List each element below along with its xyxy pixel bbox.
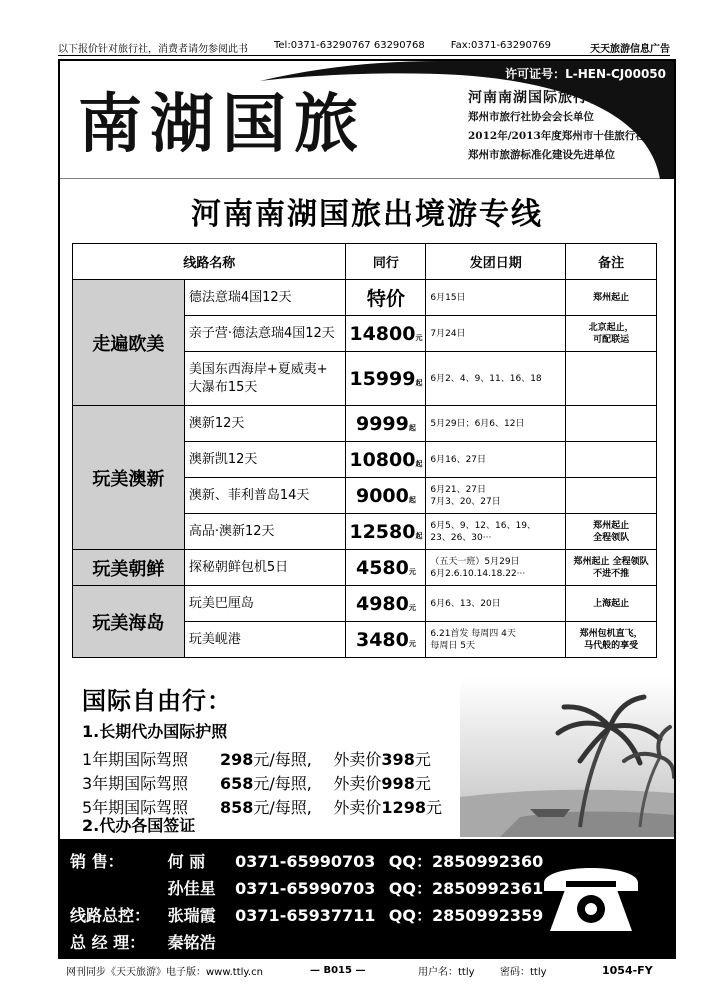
region-label: 玩美海岛 — [73, 586, 185, 658]
visa-service: 2.代办各国签证 — [82, 816, 196, 835]
credential-line: 郑州市旅行社协会会长单位 — [468, 111, 594, 123]
route-note: 北京起止， 可配联运 — [566, 316, 657, 352]
departure-dates: 5月29日；6月6、12日 — [426, 406, 566, 442]
retail-label: 外卖价 — [333, 798, 382, 817]
retail-unit: 元 — [425, 798, 442, 817]
departure-dates: 6月6、13、20日 — [426, 586, 566, 622]
route-note — [566, 406, 657, 442]
route-name: 玩美巴厘岛 — [184, 586, 346, 622]
contact-row — [70, 930, 230, 953]
contact-name: 孙佳星 — [167, 879, 216, 898]
price-unit: 起 — [415, 459, 423, 468]
price-cell — [346, 442, 426, 478]
table-row — [73, 406, 657, 442]
price-value: 14800 — [349, 322, 416, 345]
beach-palm-image — [460, 677, 674, 837]
contact-phone: 0371-65990703 — [235, 879, 376, 898]
retail-price: 398 — [381, 750, 415, 769]
company-logo: 南湖国旅 — [78, 87, 366, 162]
telephone-icon — [536, 853, 646, 939]
region-label: 玩美朝鲜 — [73, 550, 185, 586]
route-name: 澳新12天 — [184, 406, 346, 442]
price-cell — [346, 316, 426, 352]
advert-frame — [58, 59, 676, 959]
price-unit: 元 — [408, 639, 416, 648]
fax-number: Fax:0371-63290769 — [450, 40, 551, 51]
price-unit: 元 — [408, 603, 416, 612]
contact-name: 张瑞霞 — [167, 906, 216, 925]
table-header-row — [73, 244, 657, 280]
contact-role: 销 售： — [70, 852, 124, 871]
price-unit: 元 — [408, 567, 416, 576]
password: 密码：ttly — [500, 967, 547, 978]
retail-price: 1298 — [381, 798, 426, 817]
route-note: 上海起止 — [566, 586, 657, 622]
retail-label: 外卖价 — [333, 750, 382, 769]
contact-phone: 0371-65937711 — [235, 906, 376, 925]
tel-number: Tel:0371-63290767 63290768 — [274, 40, 425, 51]
route-note — [566, 442, 657, 478]
route-note: 郑州起止 全程领队 不进不推 — [566, 550, 657, 586]
contact-qq: QQ：2850992359 — [388, 906, 544, 925]
license-unit: 元/每照, — [253, 750, 312, 769]
price-value: 9999 — [355, 412, 409, 435]
retail-label: 外卖价 — [333, 774, 382, 793]
contact-phone: 0371-65990703 — [235, 852, 376, 871]
route-note — [566, 352, 657, 406]
license-unit: 元/每照, — [253, 774, 312, 793]
credential-line: 2012年/2013年度郑州市十佳旅行社 — [468, 130, 646, 142]
contact-role: 总 经 理： — [70, 933, 146, 952]
footer — [66, 963, 676, 978]
column-header: 发团日期 — [426, 244, 566, 280]
contact-row — [70, 849, 543, 872]
price-cell — [346, 514, 426, 550]
departure-dates: （五天一班）5月29日 6月2.6.10.14.18.22··· — [426, 550, 566, 586]
price-value: 3480 — [355, 628, 409, 651]
price-value: 15999 — [349, 367, 416, 390]
retail-price: 998 — [381, 774, 415, 793]
retail-unit: 元 — [414, 750, 431, 769]
price-value: 10800 — [349, 448, 416, 471]
publication-brand: 天天旅游信息广告 — [590, 44, 670, 55]
departure-dates: 6月15日 — [426, 280, 566, 316]
price-cell — [346, 586, 426, 622]
routes-body — [73, 280, 657, 658]
price-value: 9000 — [355, 484, 409, 507]
price-cell — [346, 280, 426, 316]
route-name: 亲子营·德法意瑞4国12天 — [184, 316, 346, 352]
price-cell — [346, 550, 426, 586]
price-cell — [346, 406, 426, 442]
license-price: 298 — [220, 750, 254, 769]
contact-row — [70, 876, 543, 899]
route-name: 美国东西海岸+夏威夷+ 大瀑布15天 — [184, 352, 346, 406]
page-title: 河南南湖国旅出境游专线 — [191, 197, 543, 232]
route-note: 郑州起止 — [566, 280, 657, 316]
route-note — [566, 478, 657, 514]
license-unit: 元/每照, — [253, 798, 312, 817]
header — [60, 61, 674, 179]
column-header: 同行 — [346, 244, 426, 280]
route-name: 探秘朝鲜包机5日 — [184, 550, 346, 586]
license-label: 5年期国际驾照 — [82, 798, 189, 817]
license-label: 1年期国际驾照 — [82, 750, 189, 769]
price-unit: 起 — [415, 531, 423, 540]
price-cell — [346, 622, 426, 658]
license-price-line — [82, 771, 431, 794]
price-value: 12580 — [349, 520, 416, 543]
price-cell — [346, 478, 426, 514]
contact-row — [70, 903, 543, 926]
departure-dates: 6.21首发 每周四 4天 每周日 5天 — [426, 622, 566, 658]
route-name: 玩美岘港 — [184, 622, 346, 658]
column-header: 备注 — [566, 244, 657, 280]
web-sync-note: 网刊同步《天天旅游》电子版：www.ttly.cn — [66, 967, 263, 978]
contact-qq: QQ：2850992361 — [388, 879, 544, 898]
price-cell — [346, 352, 426, 406]
top-note — [58, 40, 670, 56]
username: 用户名：ttly — [418, 967, 475, 978]
retail-unit: 元 — [414, 774, 431, 793]
route-note: 郑州起止 全程领队 — [566, 514, 657, 550]
contact-qq: QQ：2850992360 — [388, 852, 544, 871]
license-price-line — [82, 747, 431, 770]
route-name: 高品·澳新12天 — [184, 514, 346, 550]
company-credentials — [468, 89, 676, 165]
contact-name: 秦铭浩 — [167, 933, 216, 952]
contact-role: 线路总控： — [70, 906, 151, 925]
disclaimer: 以下报价针对旅行社，消费者请勿参阅此书 — [58, 44, 248, 55]
price-unit: 元 — [415, 333, 423, 342]
price-unit: 起 — [408, 495, 416, 504]
departure-dates: 6月2、4、9、11、16、18 — [426, 352, 566, 406]
passport-service: 1.长期代办国际护照 — [82, 722, 228, 741]
route-name: 德法意瑞4国12天 — [184, 280, 346, 316]
license-price: 658 — [220, 774, 254, 793]
price-value: 4980 — [355, 592, 409, 615]
departure-dates: 7月24日 — [426, 316, 566, 352]
route-note: 郑州包机直飞， 马代般的享受 — [566, 622, 657, 658]
table-row — [73, 280, 657, 316]
price-unit: 起 — [415, 378, 423, 387]
free-travel-title: 国际自由行： — [82, 687, 232, 715]
table-row — [73, 550, 657, 586]
price-value: 特价 — [366, 288, 405, 310]
company-name: 河南南湖国际旅行社 — [468, 90, 603, 106]
contact-block — [60, 839, 674, 957]
contact-name: 何 丽 — [167, 852, 206, 871]
credential-line: 郑州市旅游标准化建设先进单位 — [468, 149, 615, 161]
route-name: 澳新、菲利普岛14天 — [184, 478, 346, 514]
departure-dates: 6月5、9、12、16、19、 23、26、30··· — [426, 514, 566, 550]
departure-dates: 6月21、27日 7月3、20、27日 — [426, 478, 566, 514]
route-name: 澳新凯12天 — [184, 442, 346, 478]
license-price: 858 — [220, 798, 254, 817]
price-unit: 起 — [408, 423, 416, 432]
page-number: — B015 — — [310, 965, 366, 976]
region-label: 玩美澳新 — [73, 406, 185, 550]
routes-table — [72, 243, 657, 658]
ad-code: 1054-FY — [602, 964, 653, 977]
table-row — [73, 586, 657, 622]
license-number: 许可证号：L-HEN-CJ00050 — [505, 67, 666, 81]
region-label: 走遍欧美 — [73, 280, 185, 406]
license-label: 3年期国际驾照 — [82, 774, 189, 793]
price-value: 4580 — [355, 556, 409, 579]
departure-dates: 6月16、27日 — [426, 442, 566, 478]
column-header: 线路名称 — [73, 244, 346, 280]
